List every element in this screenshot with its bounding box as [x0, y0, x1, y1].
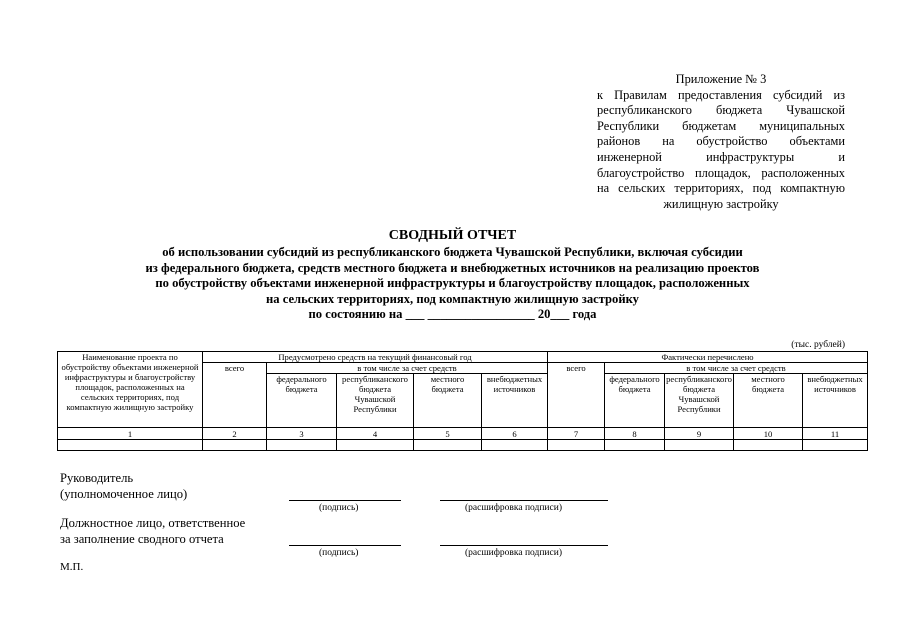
report-date-line: по состоянию на ___ _________________ 20___ года	[308, 307, 597, 321]
head-label-line2: (уполномоченное лицо)	[60, 486, 188, 501]
report-title: СВОДНЫЙ ОТЧЕТ	[388, 228, 517, 243]
head-decode-line	[440, 500, 608, 501]
head-label-line1: Руководитель	[60, 471, 134, 485]
report-subtitle-line: об использовании субсидий из республиканского бюджета Чувашской Республики, включая субсидии	[162, 245, 743, 259]
official-label	[60, 516, 245, 547]
header-actual-federal: федерального бюджета	[605, 374, 665, 428]
column-number: 11	[803, 428, 868, 440]
column-number: 10	[734, 428, 803, 440]
table-cell	[665, 440, 734, 451]
head-signature-line	[289, 500, 401, 501]
table-cell	[58, 440, 203, 451]
column-number: 8	[605, 428, 665, 440]
header-actual-incl: в том числе за счет средств	[605, 363, 868, 374]
report-title-block	[0, 227, 905, 323]
official-sign-caption: (подпись)	[319, 548, 359, 558]
table-cell	[267, 440, 337, 451]
header-planned-republic: республиканского бюджета Чувашской Республики	[337, 374, 414, 428]
units-label: (тыс. рублей)	[791, 340, 845, 350]
column-number: 4	[337, 428, 414, 440]
header-actual-extra: внебюджетных источников	[803, 374, 868, 428]
table-cell	[203, 440, 267, 451]
header-planned-total-cont	[203, 374, 267, 428]
official-decode-caption: (расшифровка подписи)	[465, 548, 562, 558]
head-decode-caption: (расшифровка подписи)	[465, 503, 562, 513]
table-cell	[414, 440, 482, 451]
header-project: Наименование проекта по обустройству объектами инженерной инфраструктуры и благоустройству площадок, расположенных на сельских территориях, под компактную жилищную застройку	[58, 352, 203, 428]
table-cell	[337, 440, 414, 451]
column-number: 2	[203, 428, 267, 440]
head-label	[60, 471, 187, 502]
header-planned-extra: внебюджетных источников	[482, 374, 548, 428]
table-cell	[605, 440, 665, 451]
column-number: 5	[414, 428, 482, 440]
column-number: 7	[548, 428, 605, 440]
appendix-block	[597, 72, 845, 212]
column-number: 6	[482, 428, 548, 440]
official-signature-line	[289, 545, 401, 546]
header-planned-total: всего	[203, 363, 267, 374]
table-row	[58, 440, 868, 451]
head-sign-caption: (подпись)	[319, 503, 359, 513]
report-table	[57, 351, 868, 451]
table-cell	[734, 440, 803, 451]
report-subtitle-line: из федерального бюджета, средств местного бюджета и внебюджетных источников на реализацию проектов	[145, 260, 760, 275]
column-number: 1	[58, 428, 203, 440]
table-cell	[803, 440, 868, 451]
stamp-place: М.П.	[60, 561, 84, 573]
report-subtitle-line: на сельских территориях, под компактную жилищную застройку	[266, 291, 639, 306]
appendix-text: к Правилам предоставления субсидий из республиканского бюджета Чувашской Республики бюджетам муниципальных районов на обустройство объектами инженерной инфраструктуры и благоустройство площадок, расположенных на сельских территориях, под компактную жилищную застройку	[597, 87, 845, 211]
header-planned-federal: федерального бюджета	[267, 374, 337, 428]
header-actual-local: местного бюджета	[734, 374, 803, 428]
column-numbers-row	[58, 428, 868, 440]
official-label-line2: за заполнение сводного отчета	[60, 531, 224, 546]
table-cell	[548, 440, 605, 451]
official-decode-line	[440, 545, 608, 546]
header-actual-republic: республиканского бюджета Чувашской Республики	[665, 374, 734, 428]
column-number: 9	[665, 428, 734, 440]
column-number: 3	[267, 428, 337, 440]
header-planned-local: местного бюджета	[414, 374, 482, 428]
header-actual: Фактически перечислено	[548, 352, 868, 363]
table-cell	[482, 440, 548, 451]
header-planned-incl: в том числе за счет средств	[267, 363, 548, 374]
header-actual-total: всего	[548, 363, 605, 374]
report-subtitle-line: по обустройству объектами инженерной инфраструктуры и благоустройству площадок, расположенных	[155, 276, 750, 290]
header-actual-total-cont	[548, 374, 605, 428]
appendix-title: Приложение № 3	[675, 72, 767, 86]
official-label-line1: Должностное лицо, ответственное	[60, 516, 246, 530]
header-planned: Предусмотрено средств на текущий финансовый год	[203, 352, 548, 363]
